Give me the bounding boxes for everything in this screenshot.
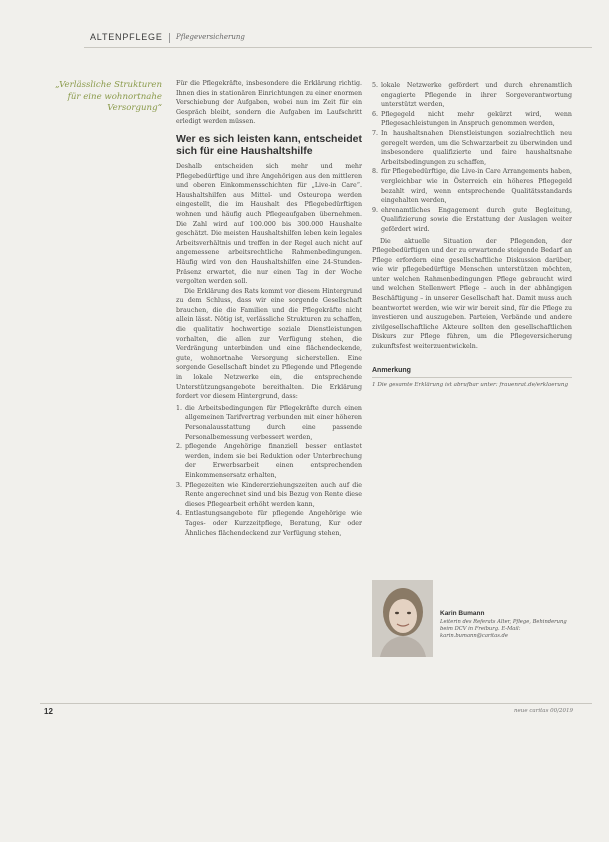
author-name: Karin Bumann xyxy=(440,610,485,617)
portrait-image xyxy=(372,580,433,657)
list-number: 3. xyxy=(176,481,183,489)
list-item xyxy=(176,442,362,480)
list-item xyxy=(372,129,572,167)
footnote: 1 Die gesamte Erklärung ist abrufbar unter: frauenrat.de/erklaerung xyxy=(372,382,569,389)
note-rule xyxy=(372,377,572,378)
running-header xyxy=(84,32,584,46)
text-column-right xyxy=(372,79,572,390)
body-paragraph: Die aktuelle Situation der Pflegenden, der Pflegebedürftigen und der zu erwartende steigende Bedarf an Pflege erfordern eine gesellschaftliche Diskussion darüber, wie wir pflegebedürftige Menschen unterstützen möchten, unter welchen Rahmenbedingungen Pflege gebraucht wird und welchen Stellenwert Pflege – auch in der abhängigen Beschäftigung – in unserer Gesellschaft hat. Damit muss auch beantwortet werden, wie wir wir bereit sind, für die Pflege zu investieren und auszugeben. Parteien, Verbände und andere zivilgesellschaftliche Akteure sollten den gesellschaftlichen Diskurs zur Pflege führen, um die Pflegeversicherung zukunftsfest weiterzuentwickeln. xyxy=(372,237,572,351)
list-item xyxy=(176,481,362,510)
note-heading: Anmerkung xyxy=(372,366,411,374)
list-text: pflegende Angehörige finanziell besser entlastet werden, indem sie bei Reduktion oder Unterbrechung der Erwerbsarbeit einen entsprechenden Einkommensersatz erhalten, xyxy=(185,443,362,479)
section-label: ALTENPFLEGE xyxy=(90,32,163,42)
journal-name: neue caritas 00/2019 xyxy=(514,708,573,714)
list-number: 5. xyxy=(372,82,379,89)
list-text: Entlastungsangebote für pflegende Angehörige wie Tages- oder Kurzzeitpflege, Beratung, Kur oder Ähnliches flächendeckend zur Verfügung stehen, xyxy=(185,510,362,537)
demands-list-continued xyxy=(372,81,572,235)
footer-rule xyxy=(40,703,592,704)
list-item xyxy=(372,81,572,110)
list-number: 9. xyxy=(372,206,379,214)
header-rule xyxy=(84,47,592,48)
author-photo xyxy=(372,580,433,657)
list-item xyxy=(372,110,572,129)
list-number: 7. xyxy=(372,129,379,137)
pull-quote: „Verlässliche Strukturen für eine wohnortnahe Versorgung“ xyxy=(55,80,162,114)
demands-list xyxy=(176,404,362,538)
author-bio: Leiterin des Referats Alter, Pflege, Behinderung beim DCV in Freiburg. E-Mail: karin.bumann@caritas.de xyxy=(440,619,567,639)
list-text: die Arbeitsbedingungen für Pflegekräfte durch einen allgemeinen Tarifvertrag verbunden mit einer höheren Personalausstattung durch eine passende Personalbemessung verbessert werden, xyxy=(185,404,362,441)
author-box xyxy=(372,580,582,680)
list-text: ehrenamtliches Engagement durch gute Begleitung, Qualifizierung sowie die Erstattung der Auslagen weiter gefördert wird. xyxy=(381,206,572,233)
list-item xyxy=(176,509,362,538)
list-number: 6. xyxy=(372,110,379,118)
page-number: 12 xyxy=(44,707,53,716)
list-number: 2. xyxy=(176,443,183,451)
section-heading: Wer es sich leisten kann, entscheidet sich für eine Haushaltshilfe xyxy=(176,132,362,158)
body-paragraph: Deshalb entscheiden sich mehr und mehr Pflegebedürftige und ihre Angehörigen aus den mittleren und oberen Einkommensschichten für „Live-in Care“. Haushaltshilfen aus Mittel- und Osteuropa werden eingestellt, die im Haushalt des Pflegebedürftigen wohnen und häufig auch Pflegeaufgaben übernehmen. Die Zahl wird auf 100.000 bis 300.000 Haushalte geschätzt. Die meisten Haushaltshilfen leben kein legales Arbeitsverhältnis und treffen in der Regel auch nicht auf angemessene arbeitsrechtliche Rahmenbedingungen. Häufig wird von den Haushaltshilfen eine 24-Stunden-Präsenz erwartet, die nur einen Tag in der Woche vergolten werden soll. xyxy=(176,162,362,286)
list-number: 8. xyxy=(372,168,379,176)
list-item xyxy=(372,206,572,235)
text-column-left xyxy=(176,79,362,538)
list-text: Pflegezeiten wie Kindererziehungszeiten auch auf die Rente angerechnet sind und bis Bezug von Rente diese dieses Pflegearbeit erhöht werden kann, xyxy=(185,481,362,508)
body-paragraph: Die Erklärung des Rats kommt vor diesem Hintergrund zu dem Schluss, dass wir eine sorgende Gesellschaft brauchen, die die Familien und die Pflegekräfte nicht allein lässt. Nötig ist, verlässliche Strukturen zu schaffen, die qualitativ hochwertige soziale Dienstleistungen vorhalten, die allen zur Verfügung stehen, die Verdrängung unterbinden und eine flächendeckende, gute, wohnortnahe Versorgung sicherstellen. Eine sorgende Gesellschaft bindet zu Pflegende und Pflegende in lokale Netzwerke ein, die entsprechende Unterstützungsangebote bereithalten. Die Erklärung fordert vor diesem Hintergrund, dass: xyxy=(176,287,362,401)
intro-paragraph: Für die Pflegekräfte, insbesondere die Erklärung richtig. Ihnen dies in stationären Einrichtungen zu einer enormen Verschiebung der Aufgaben, wobei nun im Zeit für ein Gespräch bleibt, sondern die Aufgaben im Laufschritt erledigt werden müssen. xyxy=(176,80,362,126)
list-number: 1. xyxy=(176,404,183,412)
list-text: Pflegegeld nicht mehr gekürzt wird, wenn Pflegesachleistungen in Anspruch genommen werden, xyxy=(381,110,572,128)
list-text: lokale Netzwerke gefördert und durch ehrenamtlich engagierte Pflegende in ihrer Sorgeverantwortung unterstützt werden, xyxy=(381,82,572,109)
topic-label: Pflegeversicherung xyxy=(176,33,245,41)
list-item xyxy=(372,167,572,205)
list-item xyxy=(176,404,362,442)
author-info xyxy=(440,610,580,640)
list-number: 4. xyxy=(176,510,183,518)
list-text: In haushaltsnahen Dienstleistungen sozialrechtlich neu geregelt werden, um die Schwarzarbeit zu überwinden und insbesondere qualifizierte und faire haushaltsnahe Arbeitsbedingungen zu schaffen, xyxy=(381,129,572,166)
header-separator xyxy=(169,33,170,43)
list-text: für Pflegebedürftige, die Live-in Care Arrangements haben, vergleichbar wie in Österreich ein höheres Pflegegeld bezahlt wird, wenn entsprechende Qualitätsstandards eingehalten werden, xyxy=(381,168,572,205)
